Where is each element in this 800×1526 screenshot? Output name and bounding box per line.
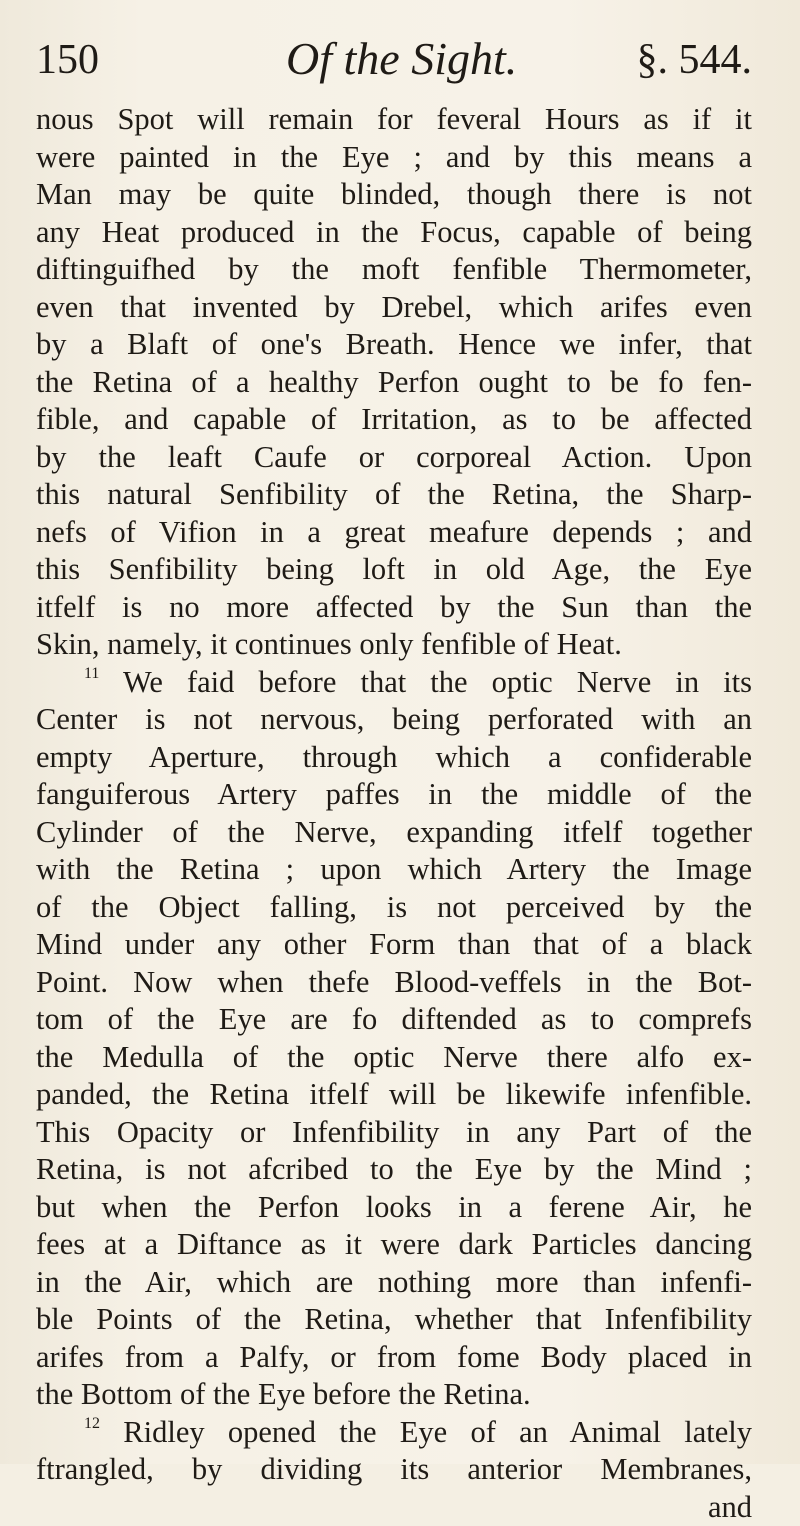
text-line: Center is not nervous, being perforated with an [36, 701, 752, 739]
text-line: the Retina of a healthy Perfon ought to be fo fen- [36, 364, 752, 402]
footnote-marker: 12 [84, 1415, 100, 1432]
text-line: Cylinder of the Nerve, expanding itfelf together [36, 814, 752, 852]
text-line: fees at a Diftance as it were dark Particles dancing [36, 1226, 752, 1264]
text-line: by the leaft Caufe or corporeal Action. Upon [36, 439, 752, 477]
running-title: Of the Sight. [286, 32, 517, 85]
text-line: the Medulla of the optic Nerve there alfo ex- [36, 1039, 752, 1077]
text-line: fanguiferous Artery paffes in the middle of the [36, 776, 752, 814]
text-line: but when the Perfon looks in a ferene Air, he [36, 1189, 752, 1227]
text-line: panded, the Retina itfelf will be likewife infenfible. [36, 1076, 752, 1114]
text-line: itfelf is no more affected by the Sun than the [36, 589, 752, 627]
text-line: Skin, namely, it continues only fenfible of Heat. [36, 626, 752, 664]
text-line: ble Points of the Retina, whether that Infenfibility [36, 1301, 752, 1339]
text-line: Point. Now when thefe Blood-veffels in the Bot- [36, 964, 752, 1002]
text-line: in the Air, which are nothing more than infenfi- [36, 1264, 752, 1302]
text-line: Ridley opened the Eye of an Animal lately [123, 1415, 752, 1449]
text-line: We faid before that the optic Nerve in its [123, 665, 752, 699]
text-line: of the Object falling, is not perceived by the [36, 889, 752, 927]
text-line: arifes from a Palfy, or from fome Body placed in [36, 1339, 752, 1377]
text-line: even that invented by Drebel, which arifes even [36, 289, 752, 327]
text-line: were painted in the Eye ; and by this means a [36, 139, 752, 177]
text-line: any Heat produced in the Focus, capable of being [36, 214, 752, 252]
text-line: nous Spot will remain for feveral Hours as if it [36, 101, 752, 139]
page-header [36, 32, 752, 92]
footnote-marker: 11 [84, 665, 99, 682]
text-line: this natural Senfibility of the Retina, the Sharp- [36, 476, 752, 514]
text-line-with-note [36, 1414, 752, 1452]
text-line: Man may be quite blinded, though there is not [36, 176, 752, 214]
catchword: and [36, 1489, 752, 1526]
body-text [36, 101, 752, 1526]
text-line-with-note [36, 664, 752, 702]
text-line: nefs of Vifion in a great meafure depends ; and [36, 514, 752, 552]
page-number: 150 [36, 36, 99, 84]
text-line: the Bottom of the Eye before the Retina. [36, 1376, 752, 1414]
text-line: by a Blaft of one's Breath. Hence we infer, that [36, 326, 752, 364]
text-line: Retina, is not afcribed to the Eye by the Mind ; [36, 1151, 752, 1189]
text-line: ftrangled, by dividing its anterior Membranes, [36, 1451, 752, 1489]
text-line: This Opacity or Infenfibility in any Part of the [36, 1114, 752, 1152]
text-line: tom of the Eye are fo diftended as to comprefs [36, 1001, 752, 1039]
text-line: empty Aperture, through which a confiderable [36, 739, 752, 777]
text-line: with the Retina ; upon which Artery the Image [36, 851, 752, 889]
text-line: Mind under any other Form than that of a black [36, 926, 752, 964]
text-line: fible, and capable of Irritation, as to be affected [36, 401, 752, 439]
text-line: diftinguifhed by the moft fenfible Thermometer, [36, 251, 752, 289]
text-line: this Senfibility being loft in old Age, the Eye [36, 551, 752, 589]
section-number: §. 544. [637, 36, 753, 84]
